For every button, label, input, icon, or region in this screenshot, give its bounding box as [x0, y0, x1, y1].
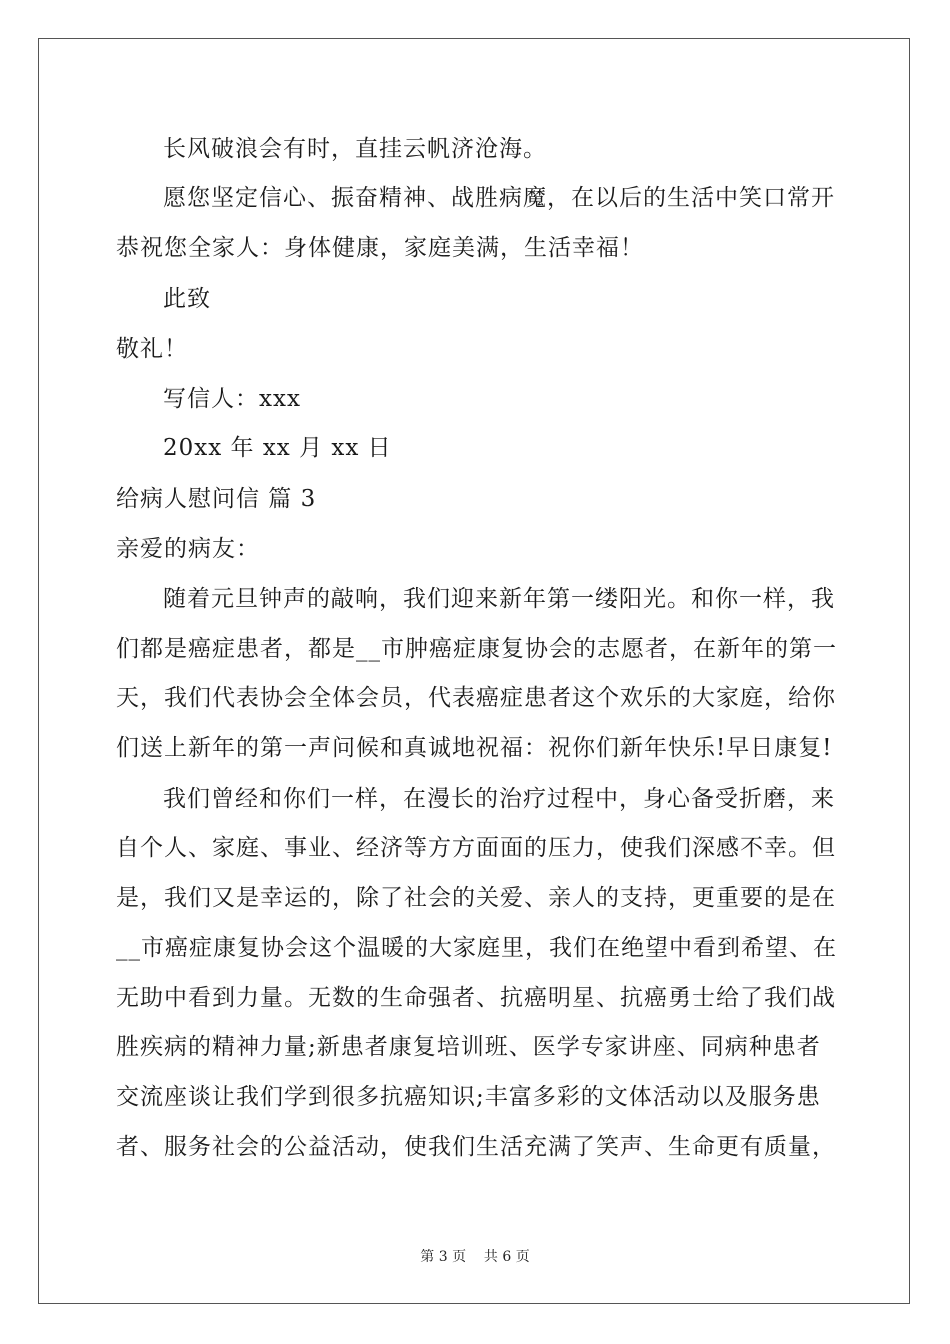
text-line: 们送上新年的第一声问候和真诚地祝福：祝你们新年快乐!早日康复!: [116, 735, 833, 761]
text-line: 无助中看到力量。无数的生命强者、抗癌明星、抗癌勇士给了我们战: [116, 985, 836, 1011]
text-line: 随着元旦钟声的敲响，我们迎来新年第一缕阳光。和你一样，我: [163, 586, 835, 612]
text-line: 自个人、家庭、事业、经济等方方面面的压力，使我们深感不幸。但: [116, 835, 836, 861]
text-line: 我们曾经和你们一样，在漫长的治疗过程中，身心备受折磨，来: [163, 786, 835, 812]
page-border: [38, 38, 910, 1304]
text-line: 恭祝您全家人：身体健康，家庭美满，生活幸福！: [116, 235, 644, 261]
salutation-line: 此致: [163, 286, 211, 312]
section-heading: 给病人慰问信 篇 3: [116, 486, 317, 512]
text-line: 是，我们又是幸运的，除了社会的关爱、亲人的支持，更重要的是在: [116, 885, 836, 911]
page-footer: 第 3 页 共 6 页: [420, 1249, 530, 1265]
salutation-line: 敬礼！: [116, 336, 188, 362]
text-line: 胜疾病的精神力量;新患者康复培训班、医学专家讲座、同病种患者: [116, 1034, 821, 1060]
signature-line: 写信人：xxx: [163, 386, 301, 412]
text-line: __市癌症康复协会这个温暖的大家庭里，我们在绝望中看到希望、在: [116, 935, 837, 961]
date-line: 20xx 年 xx 月 xx 日: [163, 435, 392, 461]
text-line: 天，我们代表协会全体会员，代表癌症患者这个欢乐的大家庭，给你: [116, 685, 836, 711]
text-line: 者、服务社会的公益活动，使我们生活充满了笑声、生命更有质量，: [116, 1134, 836, 1160]
text-line: 交流座谈让我们学到很多抗癌知识;丰富多彩的文体活动以及服务患: [116, 1084, 821, 1110]
text-line: 愿您坚定信心、振奋精神、战胜病魔，在以后的生活中笑口常开: [163, 185, 835, 211]
text-line: 长风破浪会有时，直挂云帆济沧海。: [163, 136, 547, 162]
text-line: 们都是癌症患者，都是__市肿癌症康复协会的志愿者，在新年的第一: [116, 636, 837, 662]
greeting-line: 亲爱的病友：: [116, 536, 260, 562]
